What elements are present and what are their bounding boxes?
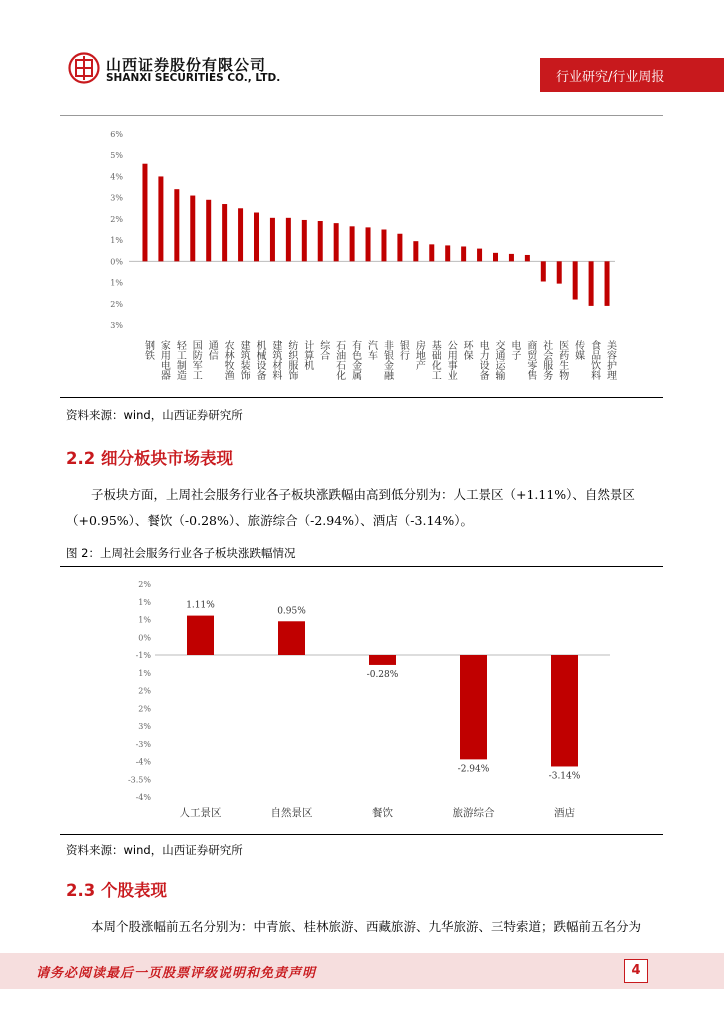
chart2-source: 资料来源：wind，山西证券研究所: [66, 843, 243, 857]
x-tick-label: 自然景区: [270, 807, 313, 819]
x-tick-label: 医药生物: [556, 340, 568, 380]
bar: [286, 218, 291, 262]
y-tick-label: 6%: [110, 130, 123, 139]
bar: [477, 249, 482, 262]
chart1-bottom-rule: [60, 397, 663, 398]
chart1-source: 资料来源：wind，山西证券研究所: [66, 408, 243, 422]
x-tick-label: 社会服务: [540, 340, 552, 380]
bar: [222, 204, 227, 261]
y-tick-label: 1%: [138, 615, 151, 625]
y-tick-label: 2%: [138, 704, 151, 714]
bar: [254, 213, 259, 262]
data-label: -2.94%: [457, 764, 490, 775]
y-tick-label: 2%: [138, 580, 151, 589]
report-type: 行业研究/行业周报: [556, 70, 665, 85]
x-tick-label: 轻工制造: [174, 340, 186, 380]
bar: [445, 245, 450, 261]
x-tick-label: 纺织服饰: [285, 340, 297, 380]
bar: [525, 255, 530, 261]
x-tick-label: 传媒: [572, 340, 584, 360]
x-tick-label: 电力设备: [477, 340, 489, 380]
y-tick-label: 1%: [138, 668, 151, 678]
y-tick-label: 0%: [138, 633, 151, 643]
bar: [381, 230, 386, 262]
x-tick-label: 公用事业: [445, 340, 457, 380]
x-tick-label: 餐饮: [372, 807, 393, 819]
bar: [174, 189, 179, 261]
bar: [238, 208, 243, 261]
section-2-3-title: 2.3 个股表现: [66, 881, 167, 900]
bar: [366, 227, 371, 261]
x-tick-label: 建筑装饰: [238, 340, 250, 380]
y-tick-label: -4%: [135, 757, 151, 767]
y-tick-label: 3%: [110, 321, 123, 330]
data-label: -3.14%: [548, 771, 581, 782]
x-tick-label: 银行: [397, 340, 409, 360]
x-tick-label: 有色金属: [349, 340, 361, 380]
y-tick-label: 2%: [138, 686, 151, 696]
bar: [493, 253, 498, 261]
y-tick-label: 1%: [110, 236, 123, 246]
bar: [573, 261, 578, 299]
bar: [509, 254, 514, 261]
bar: [429, 244, 434, 261]
industry-returns-chart: [60, 120, 663, 396]
header-divider: [60, 115, 663, 116]
bar: [318, 221, 323, 261]
x-tick-label: 计算机: [301, 340, 313, 370]
x-tick-label: 家用电器: [158, 340, 170, 380]
x-tick-label: 石油石化: [333, 340, 345, 380]
x-tick-label: 人工景区: [179, 807, 222, 819]
x-tick-label: 非银金融: [381, 340, 393, 380]
y-tick-label: -3.5%: [127, 775, 151, 785]
bar: [350, 226, 355, 261]
bar: [369, 655, 396, 665]
y-tick-label: 2%: [110, 299, 123, 309]
bar: [142, 164, 147, 262]
x-tick-label: 电子: [508, 340, 520, 360]
x-tick-label: 国防军工: [190, 340, 202, 380]
bar: [187, 616, 214, 655]
bar: [206, 200, 211, 262]
bar: [190, 196, 195, 262]
bar: [397, 234, 402, 262]
x-tick-label: 钢铁: [142, 340, 154, 360]
section-2-2-paragraph: 子板块方面，上周社会服务行业各子板块涨跌幅由高到低分别为：人工景区（+1.11%）、自然景区（+0.95%）、餐饮（-0.28%）、旅游综合（-2.94%）、酒店（-3.14%）。: [66, 487, 635, 528]
bar: [557, 261, 562, 283]
x-tick-label: 商贸零售: [524, 340, 536, 380]
y-tick-label: 0%: [110, 257, 123, 267]
x-tick-label: 酒店: [554, 807, 575, 819]
y-tick-label: 2%: [110, 214, 123, 224]
bar: [551, 655, 578, 766]
x-tick-label: 食品饮料: [588, 340, 600, 380]
bar: [460, 655, 487, 759]
data-label: 0.95%: [277, 606, 306, 617]
x-tick-label: 汽车: [365, 340, 377, 360]
company-name-en: SHANXI SECURITIES CO., LTD.: [106, 72, 281, 84]
company-name-cn: 山西证券股份有限公司: [106, 56, 267, 74]
footer-disclaimer: 请务必阅读最后一页股票评级说明和免责声明: [36, 966, 317, 981]
bar: [158, 176, 163, 261]
y-tick-label: -4%: [135, 793, 151, 802]
data-label: -0.28%: [366, 669, 399, 680]
bar: [302, 220, 307, 261]
bar: [589, 261, 594, 306]
x-tick-label: 房地产: [413, 340, 425, 370]
y-tick-label: 3%: [110, 193, 123, 203]
bar: [270, 218, 275, 262]
y-tick-label: 1%: [110, 278, 123, 288]
y-tick-label: -1%: [135, 651, 151, 660]
bar: [334, 223, 339, 261]
bar: [541, 261, 546, 281]
y-tick-label: 4%: [110, 172, 123, 182]
y-tick-label: -3%: [135, 739, 151, 749]
bar: [461, 246, 466, 261]
bar: [413, 241, 418, 261]
section-2-3-paragraph: 本周个股涨幅前五名分别为：中青旅、桂林旅游、西藏旅游、九华旅游、三特索道；跌幅前五名分为: [91, 919, 642, 934]
page-header: [0, 0, 724, 100]
y-tick-label: 5%: [110, 151, 123, 161]
page-number: 4: [624, 959, 648, 983]
x-tick-label: 建筑材料: [269, 340, 281, 380]
x-tick-label: 基础化工: [429, 340, 441, 380]
data-label: 1.11%: [186, 600, 215, 611]
chart2-top-rule: [60, 566, 663, 567]
bar: [605, 261, 610, 306]
chart2-bottom-rule: [60, 834, 663, 835]
bar: [278, 621, 305, 655]
subsector-returns-chart: [60, 570, 663, 832]
section-2-2-title: 2.2 细分板块市场表现: [66, 449, 233, 468]
x-tick-label: 旅游综合: [452, 807, 495, 819]
x-tick-label: 环保: [461, 340, 473, 360]
figure-2-caption: 图 2：上周社会服务行业各子板块涨跌幅情况: [66, 546, 296, 560]
x-tick-label: 机械设备: [254, 340, 265, 380]
x-tick-label: 综合: [317, 340, 329, 360]
y-tick-label: 3%: [138, 722, 151, 731]
x-tick-label: 农林牧渔: [222, 340, 234, 380]
y-tick-label: 1%: [138, 597, 151, 607]
x-tick-label: 通信: [206, 340, 218, 360]
x-tick-label: 交通运输: [493, 340, 504, 380]
x-tick-label: 美容护理: [604, 340, 616, 380]
company-logo-icon: [68, 52, 100, 84]
